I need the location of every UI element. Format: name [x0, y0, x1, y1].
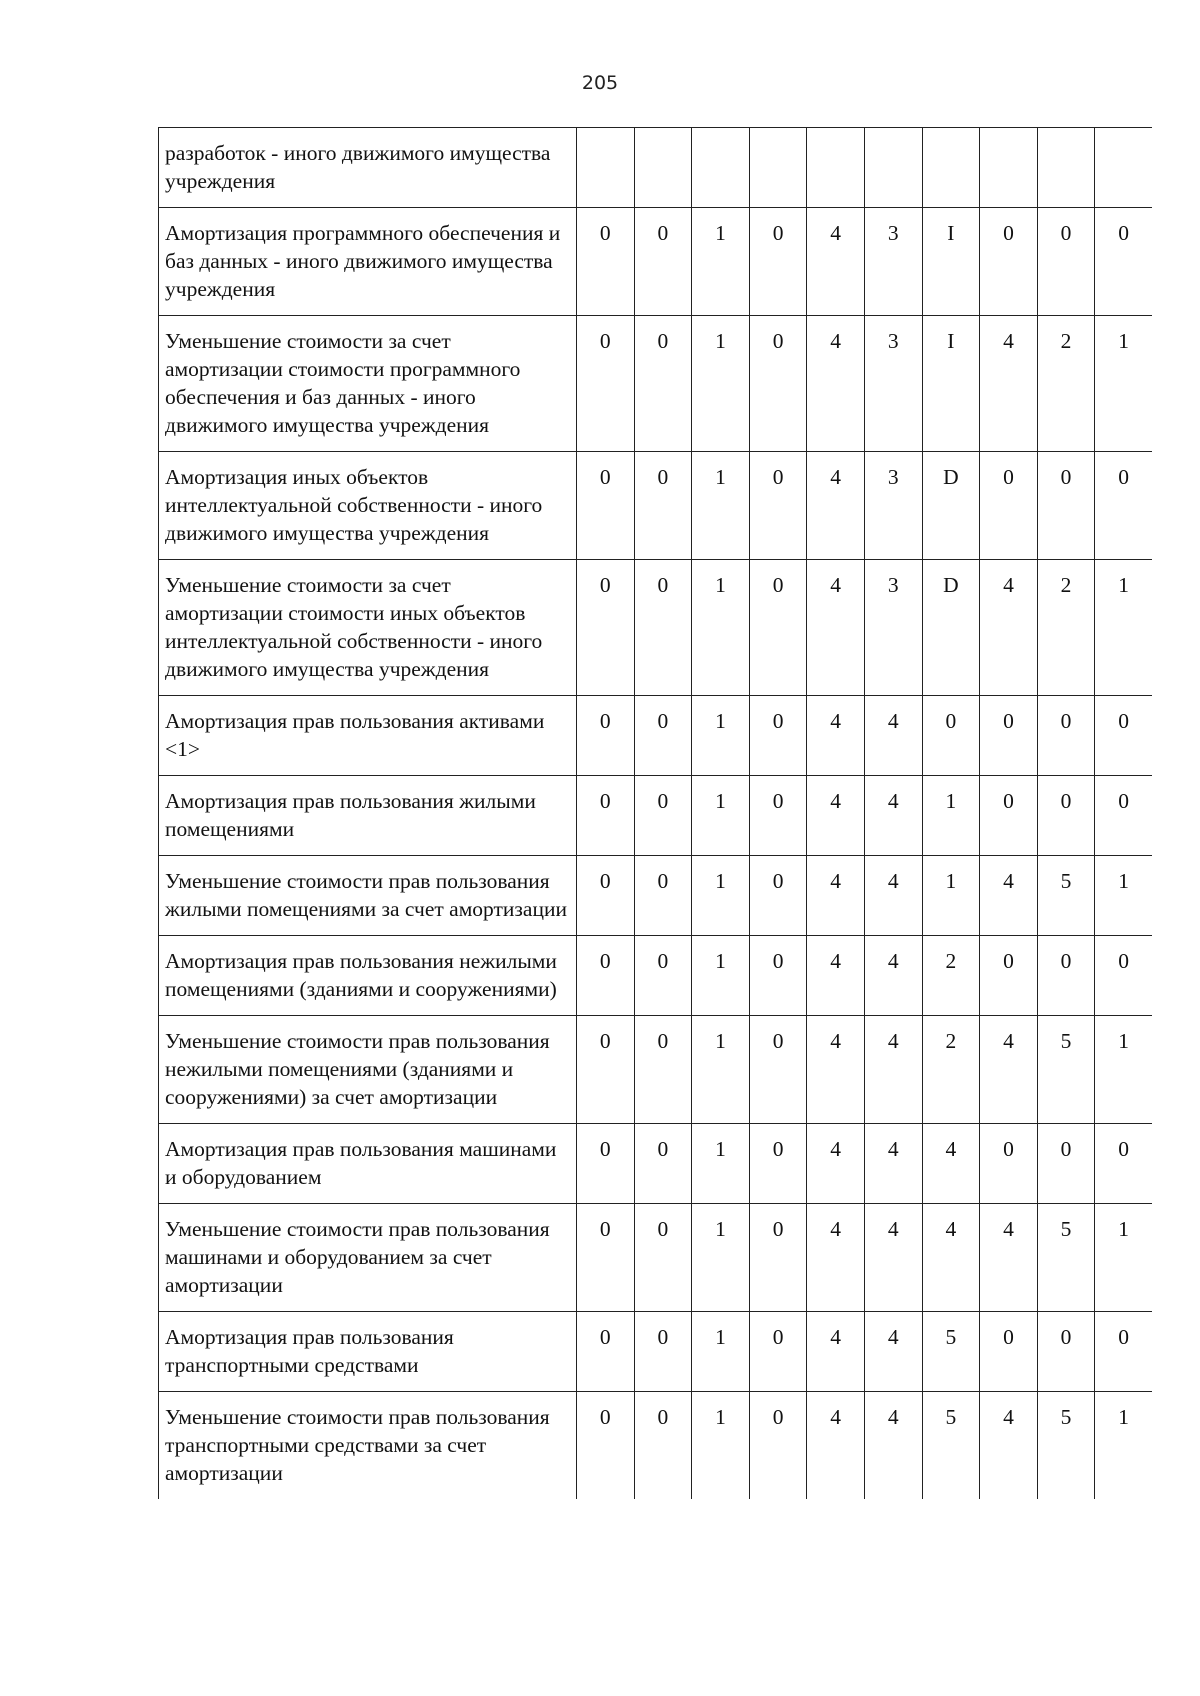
- account-code-digit-cell: 1: [692, 936, 750, 1016]
- account-code-digit-cell: 0: [980, 208, 1038, 316]
- table-row: [159, 1312, 1153, 1392]
- account-description-cell: Амортизация иных объектов интеллектуальной собственности - иного движимого имущества учреждения: [159, 452, 577, 560]
- account-code-digit-cell: 0: [980, 1124, 1038, 1204]
- account-code-digit-cell: 0: [749, 1124, 807, 1204]
- account-description-cell: Уменьшение стоимости прав пользования транспортными средствами за счет амортизации: [159, 1392, 577, 1500]
- account-code-digit-cell: 4: [807, 1312, 865, 1392]
- account-code-digit-cell: 4: [980, 1392, 1038, 1500]
- account-code-digit-cell: 1: [692, 776, 750, 856]
- account-code-digit-cell: 0: [577, 316, 635, 452]
- table-row: [159, 452, 1153, 560]
- table-row: [159, 208, 1153, 316]
- account-code-digit-cell: 1: [1095, 856, 1152, 936]
- account-code-digit-cell: 1: [692, 452, 750, 560]
- account-code-digit-cell: 4: [864, 696, 922, 776]
- account-code-digit-cell: 0: [980, 696, 1038, 776]
- account-code-digit-cell: 0: [1037, 936, 1095, 1016]
- account-code-digit-cell: 0: [749, 856, 807, 936]
- account-code-digit-cell: 0: [922, 696, 980, 776]
- account-code-digit-cell: 0: [577, 1124, 635, 1204]
- account-code-digit-cell: 0: [749, 1016, 807, 1124]
- account-code-digit-cell: 0: [577, 1204, 635, 1312]
- account-code-digit-cell: 4: [980, 1204, 1038, 1312]
- account-code-digit-cell: 0: [1095, 452, 1152, 560]
- account-code-digit-cell: 4: [807, 208, 865, 316]
- account-description-cell: Амортизация прав пользования жилыми помещениями: [159, 776, 577, 856]
- account-code-digit-cell: 4: [807, 452, 865, 560]
- account-code-digit-cell: 0: [749, 208, 807, 316]
- account-code-digit-cell: 1: [1095, 316, 1152, 452]
- account-code-digit-cell: 1: [1095, 1016, 1152, 1124]
- account-code-digit-cell: 4: [864, 1312, 922, 1392]
- account-code-digit-cell: 4: [864, 776, 922, 856]
- account-code-digit-cell: 0: [634, 316, 692, 452]
- account-code-digit-cell: 1: [1095, 1392, 1152, 1500]
- account-code-digit-cell: 4: [807, 1016, 865, 1124]
- account-code-digit-cell: 0: [634, 856, 692, 936]
- table-row: [159, 856, 1153, 936]
- table-row: [159, 1124, 1153, 1204]
- account-code-digit-cell: [980, 128, 1038, 208]
- account-code-digit-cell: 0: [1095, 1124, 1152, 1204]
- account-code-digit-cell: 0: [634, 936, 692, 1016]
- account-code-digit-cell: 0: [749, 1392, 807, 1500]
- account-description-cell: Амортизация прав пользования активами <1>: [159, 696, 577, 776]
- account-code-digit-cell: 4: [807, 1124, 865, 1204]
- account-code-digit-cell: D: [922, 560, 980, 696]
- account-code-digit-cell: 4: [807, 1392, 865, 1500]
- account-code-digit-cell: [807, 128, 865, 208]
- account-code-digit-cell: 1: [692, 1016, 750, 1124]
- account-code-digit-cell: D: [922, 452, 980, 560]
- account-code-digit-cell: [1037, 128, 1095, 208]
- account-code-digit-cell: 0: [577, 696, 635, 776]
- account-code-digit-cell: 0: [749, 776, 807, 856]
- account-code-digit-cell: 0: [1037, 1124, 1095, 1204]
- account-code-digit-cell: 0: [634, 776, 692, 856]
- account-description-cell: Уменьшение стоимости за счет амортизации стоимости программного обеспечения и баз данных - иного движимого имущества учреждения: [159, 316, 577, 452]
- account-code-digit-cell: 0: [577, 1392, 635, 1500]
- account-code-digit-cell: 1: [922, 776, 980, 856]
- account-code-digit-cell: 0: [634, 1124, 692, 1204]
- account-code-digit-cell: 4: [922, 1204, 980, 1312]
- account-codes-table: [158, 127, 1152, 1499]
- account-code-digit-cell: 0: [577, 1312, 635, 1392]
- account-code-digit-cell: 0: [634, 1204, 692, 1312]
- account-code-digit-cell: 5: [1037, 1016, 1095, 1124]
- account-code-digit-cell: 0: [1037, 776, 1095, 856]
- account-code-digit-cell: 1: [692, 560, 750, 696]
- account-code-digit-cell: [864, 128, 922, 208]
- account-code-digit-cell: 1: [692, 316, 750, 452]
- account-code-digit-cell: 0: [1037, 1312, 1095, 1392]
- account-code-digit-cell: 0: [1095, 776, 1152, 856]
- account-code-digit-cell: 5: [1037, 1204, 1095, 1312]
- account-description-cell: Амортизация прав пользования машинами и оборудованием: [159, 1124, 577, 1204]
- account-code-digit-cell: 1: [692, 1124, 750, 1204]
- page-number: 205: [581, 72, 619, 94]
- account-code-digit-cell: 2: [1037, 560, 1095, 696]
- account-code-digit-cell: 0: [577, 776, 635, 856]
- account-description-cell: Амортизация прав пользования транспортными средствами: [159, 1312, 577, 1392]
- account-code-digit-cell: 0: [577, 452, 635, 560]
- table-row: [159, 1016, 1153, 1124]
- table-row: [159, 1204, 1153, 1312]
- account-code-digit-cell: 4: [864, 1016, 922, 1124]
- table-row: [159, 1392, 1153, 1500]
- account-code-digit-cell: 2: [922, 936, 980, 1016]
- account-code-digit-cell: 0: [749, 560, 807, 696]
- account-code-digit-cell: 4: [922, 1124, 980, 1204]
- table-row: [159, 776, 1153, 856]
- account-code-digit-cell: 0: [634, 1016, 692, 1124]
- account-code-digit-cell: 4: [807, 936, 865, 1016]
- account-code-digit-cell: 4: [864, 1392, 922, 1500]
- account-code-digit-cell: 0: [980, 776, 1038, 856]
- account-code-digit-cell: 0: [980, 936, 1038, 1016]
- account-code-digit-cell: 0: [980, 1312, 1038, 1392]
- account-code-digit-cell: I: [922, 316, 980, 452]
- account-code-digit-cell: 0: [749, 1204, 807, 1312]
- account-code-digit-cell: 4: [864, 936, 922, 1016]
- account-description-cell: Уменьшение стоимости за счет амортизации стоимости иных объектов интеллектуальной собственности - иного движимого имущества учреждения: [159, 560, 577, 696]
- table-row: [159, 560, 1153, 696]
- account-code-digit-cell: 0: [634, 1392, 692, 1500]
- account-code-digit-cell: 0: [634, 1312, 692, 1392]
- account-description-cell: разработок - иного движимого имущества учреждения: [159, 128, 577, 208]
- account-code-digit-cell: 5: [922, 1392, 980, 1500]
- account-code-digit-cell: [692, 128, 750, 208]
- account-code-digit-cell: 0: [749, 936, 807, 1016]
- account-code-digit-cell: 3: [864, 452, 922, 560]
- account-code-digit-cell: 4: [807, 696, 865, 776]
- account-code-digit-cell: 0: [1095, 696, 1152, 776]
- account-code-digit-cell: 1: [692, 856, 750, 936]
- account-code-digit-cell: 0: [577, 208, 635, 316]
- account-code-digit-cell: 2: [1037, 316, 1095, 452]
- account-code-digit-cell: 4: [980, 560, 1038, 696]
- account-code-digit-cell: 1: [692, 208, 750, 316]
- account-code-digit-cell: 4: [864, 856, 922, 936]
- account-code-digit-cell: 1: [1095, 560, 1152, 696]
- account-code-digit-cell: 1: [692, 1312, 750, 1392]
- account-code-digit-cell: 1: [692, 696, 750, 776]
- account-code-digit-cell: 4: [864, 1204, 922, 1312]
- account-code-digit-cell: 5: [1037, 856, 1095, 936]
- account-code-digit-cell: 3: [864, 560, 922, 696]
- account-code-digit-cell: [749, 128, 807, 208]
- account-code-digit-cell: 1: [1095, 1204, 1152, 1312]
- account-code-digit-cell: 4: [980, 1016, 1038, 1124]
- account-code-digit-cell: 4: [807, 856, 865, 936]
- account-code-digit-cell: 0: [1095, 936, 1152, 1016]
- account-code-digit-cell: 0: [980, 452, 1038, 560]
- account-description-cell: Амортизация программного обеспечения и баз данных - иного движимого имущества учреждения: [159, 208, 577, 316]
- table-row: [159, 128, 1153, 208]
- account-description-cell: Амортизация прав пользования нежилыми помещениями (зданиями и сооружениями): [159, 936, 577, 1016]
- account-code-digit-cell: 3: [864, 316, 922, 452]
- account-code-digit-cell: 0: [577, 856, 635, 936]
- account-description-cell: Уменьшение стоимости прав пользования нежилыми помещениями (зданиями и сооружениями) за счет амортизации: [159, 1016, 577, 1124]
- account-code-digit-cell: 4: [807, 776, 865, 856]
- account-code-digit-cell: 4: [980, 856, 1038, 936]
- account-code-digit-cell: 5: [1037, 1392, 1095, 1500]
- table-row: [159, 936, 1153, 1016]
- account-code-digit-cell: 0: [1037, 696, 1095, 776]
- account-code-digit-cell: 0: [634, 452, 692, 560]
- account-code-digit-cell: 1: [692, 1392, 750, 1500]
- account-code-digit-cell: 0: [749, 1312, 807, 1392]
- account-code-digit-cell: [634, 128, 692, 208]
- account-code-digit-cell: 0: [1037, 208, 1095, 316]
- account-code-digit-cell: 0: [1095, 208, 1152, 316]
- account-description-cell: Уменьшение стоимости прав пользования жилыми помещениями за счет амортизации: [159, 856, 577, 936]
- table-row: [159, 316, 1153, 452]
- account-code-digit-cell: 0: [749, 696, 807, 776]
- table-row: [159, 696, 1153, 776]
- account-code-digit-cell: 4: [980, 316, 1038, 452]
- account-code-digit-cell: 0: [749, 316, 807, 452]
- account-code-digit-cell: 5: [922, 1312, 980, 1392]
- account-code-digit-cell: 0: [577, 560, 635, 696]
- account-code-digit-cell: 4: [807, 1204, 865, 1312]
- account-code-digit-cell: 0: [634, 208, 692, 316]
- account-code-digit-cell: 3: [864, 208, 922, 316]
- account-codes-table-container: [158, 127, 1152, 1608]
- account-code-digit-cell: [1095, 128, 1152, 208]
- account-code-digit-cell: 2: [922, 1016, 980, 1124]
- account-code-digit-cell: I: [922, 208, 980, 316]
- account-code-digit-cell: 4: [864, 1124, 922, 1204]
- account-code-digit-cell: 0: [577, 936, 635, 1016]
- account-description-cell: Уменьшение стоимости прав пользования машинами и оборудованием за счет амортизации: [159, 1204, 577, 1312]
- account-code-digit-cell: 0: [749, 452, 807, 560]
- account-code-digit-cell: 1: [922, 856, 980, 936]
- account-code-digit-cell: 0: [1095, 1312, 1152, 1392]
- account-code-digit-cell: [922, 128, 980, 208]
- account-code-digit-cell: 4: [807, 560, 865, 696]
- account-code-digit-cell: [577, 128, 635, 208]
- table-body: [159, 128, 1153, 1500]
- account-code-digit-cell: 0: [577, 1016, 635, 1124]
- account-code-digit-cell: 1: [692, 1204, 750, 1312]
- account-code-digit-cell: 0: [634, 696, 692, 776]
- account-code-digit-cell: 4: [807, 316, 865, 452]
- account-code-digit-cell: 0: [1037, 452, 1095, 560]
- account-code-digit-cell: 0: [634, 560, 692, 696]
